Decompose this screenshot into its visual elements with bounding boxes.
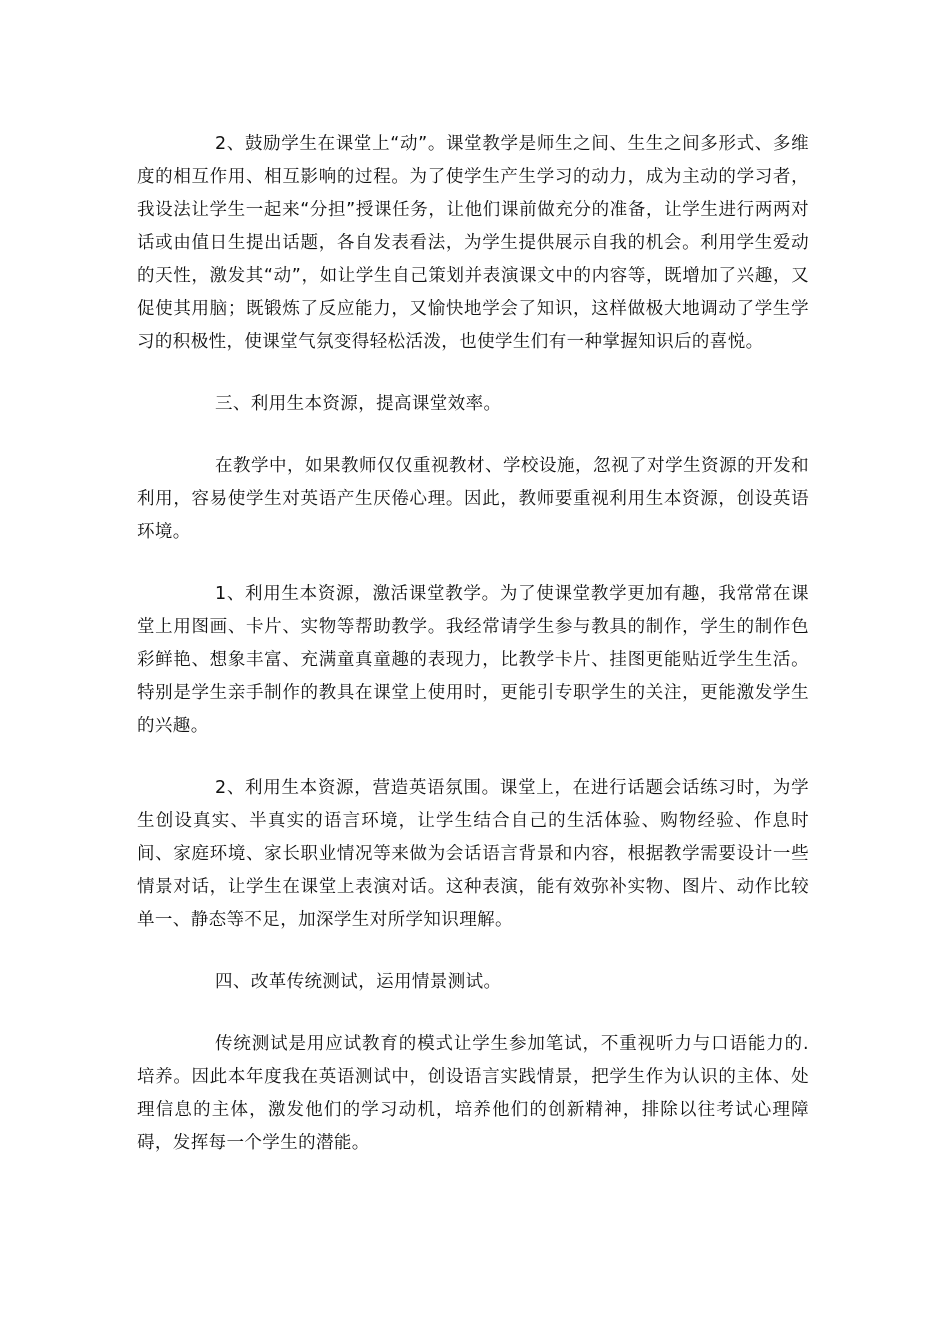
paragraph-english-atmosphere: 2、利用生本资源，营造英语氛围。课堂上，在进行话题会话练习时，为学生创设真实、半真实的语言环境，让学生结合自己的生活体验、购物经验、作息时间、家庭环境、家长职业情况等来做为会话语言背景和内容，根据教学需要设计一些情景对话，让学生在课堂上表演对话。这种表演，能有效弥补实物、图片、动作比较单一、静态等不足，加深学生对所学知识理解。 [137,778,809,930]
paragraph-gap [137,549,809,578]
paragraph-gap [137,359,809,388]
paragraph-gap [137,999,809,1028]
document-body [137,128,809,1160]
paragraph-gap [137,743,809,772]
paragraph-activate-teaching: 1、利用生本资源，激活课堂教学。为了使课堂教学更加有趣，我常常在课堂上用图画、卡片、实物等帮助教学。我经常请学生参与教具的制作，学生的制作色彩鲜艳、想象丰富、充满童真童趣的表现力，比教学卡片、挂图更能贴近学生生活。特别是学生亲手制作的教具在课堂上使用时，更能引专职学生的关注，更能激发学生的兴趣。 [137,584,809,736]
section-heading-four: 四、改革传统测试，运用情景测试。 [215,972,502,992]
paragraph-gap [137,421,809,450]
section-heading-three: 三、利用生本资源，提高课堂效率。 [215,394,502,414]
paragraph-student-resources-intro: 在教学中，如果教师仅仅重视教材、学校设施，忽视了对学生资源的开发和利用，容易使学生对英语产生厌倦心理。因此，教师要重视利用生本资源，创设英语环境。 [137,456,809,542]
paragraph-gap [137,937,809,966]
paragraph-encourage-movement: 2、鼓励学生在课堂上“动”。课堂教学是师生之间、生生之间多形式、多维度的相互作用、相互影响的过程。为了使学生产生学习的动力，成为主动的学习者，我设法让学生一起来“分担”授课任务，让他们课前做充分的准备，让学生进行两两对话或由值日生提出话题，各自发表看法，为学生提供展示自我的机会。利用学生爱动的天性，激发其“动”，如让学生自己策划并表演课文中的内容等，既增加了兴趣，又促使其用脑；既锻炼了反应能力，又愉快地学会了知识，这样做极大地调动了学生学习的积极性，使课堂气氛变得轻松活泼，也使学生们有一种掌握知识后的喜悦。 [137,134,809,352]
paragraph-traditional-testing: 传统测试是用应试教育的模式让学生参加笔试，不重视听力与口语能力的.培养。因此本年度我在英语测试中，创设语言实践情景，把学生作为认识的主体、处理信息的主体，激发他们的学习动机，培养他们的创新精神，排除以往考试心理障碍，发挥每一个学生的潜能。 [137,1034,809,1153]
